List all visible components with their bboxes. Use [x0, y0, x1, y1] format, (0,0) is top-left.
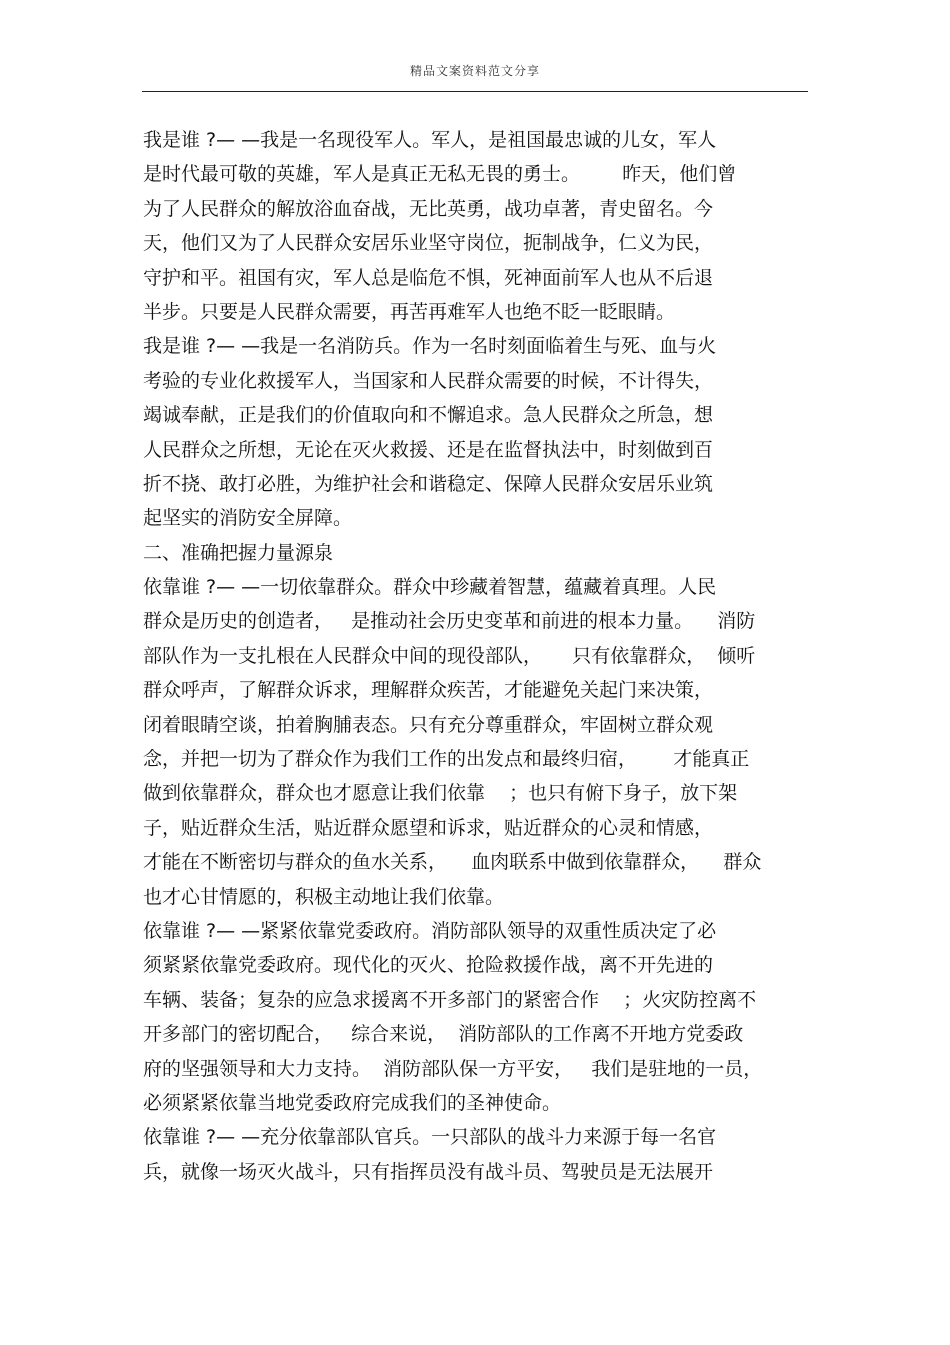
text-line: 天，他们又为了人民群众安居乐业坚守岗位，扼制战争，仁义为民， — [143, 232, 714, 255]
text-line: 人民群众之所想，无论在灭火救援、还是在监督执法中，时刻做到百 — [143, 438, 714, 461]
text-line: 为了人民群众的解放浴血奋战，无比英勇，战功卓著，青史留名。今 — [143, 197, 714, 220]
text-line: 须紧紧依靠党委政府。现代化的灭火、抢险救援作战，离不开先进的 — [143, 954, 714, 977]
text-line: 是时代最可敬的英雄，军人是真正无私无畏的勇士。 昨天，他们曾 — [143, 163, 737, 186]
text-line: 部队作为一支扎根在人民群众中间的现役部队， 只有依靠群众， 倾听 — [143, 644, 756, 667]
text-line: 兵，就像一场灭火战斗，只有指挥员没有战斗员、驾驶员是无法展开 — [143, 1160, 714, 1183]
text-line: 依靠谁 ?— —紧紧依靠党委政府。消防部队领导的双重性质决定了必 — [143, 919, 717, 942]
text-line: 竭诚奉献，正是我们的价值取向和不懈追求。急人民群众之所急，想 — [143, 404, 714, 427]
text-line: 我是谁 ?— —我是一名消防兵。作为一名时刻面临着生与死、血与火 — [143, 335, 717, 358]
text-line: 群众是历史的创造者， 是推动社会历史变革和前进的根本力量。 消防 — [143, 610, 756, 633]
text-line: 必须紧紧依靠当地党委政府完成我们的圣神使命。 — [143, 1091, 562, 1114]
text-line: 才能在不断密切与群众的鱼水关系， 血肉联系中做到依靠群众， 群众 — [143, 851, 762, 874]
text-line: 开多部门的密切配合， 综合来说， 消防部队的工作离不开地方党委政 — [143, 1023, 744, 1046]
text-line: 府的坚强领导和大力支持。 消防部队保一方平安， 我们是驻地的一员， — [143, 1057, 763, 1080]
text-line: 考验的专业化救援军人，当国家和人民群众需要的时候，不计得失， — [143, 369, 714, 392]
text-line: 车辆、装备；复杂的应急求援离不开多部门的紧密合作 ；火灾防控离不 — [143, 988, 757, 1011]
text-line: 子，贴近群众生活，贴近群众愿望和诉求，贴近群众的心灵和情感， — [143, 816, 714, 839]
text-line: 守护和平。祖国有灾，军人总是临危不惧，死神面前军人也从不后退 — [143, 266, 714, 289]
text-line: 折不挠、敢打必胜，为维护社会和谐稳定、保障人民群众安居乐业筑 — [143, 472, 714, 495]
text-line: 念，并把一切为了群众作为我们工作的出发点和最终归宿， 才能真正 — [143, 748, 750, 771]
text-line: 依靠谁 ?— —充分依靠部队官兵。一只部队的战斗力来源于每一名官 — [143, 1126, 717, 1149]
text-line: 也才心甘情愿的，积极主动地让我们依靠。 — [143, 885, 505, 908]
text-line: 依靠谁 ?— —一切依靠群众。群众中珍藏着智慧，蕴藏着真理。人民 — [143, 576, 717, 599]
header-divider — [142, 91, 808, 92]
section-heading: 二、准确把握力量源泉 — [143, 541, 334, 564]
page-header: 精品文案资料范文分享 — [409, 64, 540, 78]
text-line: 群众呼声，了解群众诉求，理解群众疾苦，才能避免关起门来决策， — [143, 679, 714, 702]
text-line: 起坚实的消防安全屏障。 — [143, 507, 353, 530]
text-line: 做到依靠群众，群众也才愿意让我们依靠 ；也只有俯下身子，放下架 — [143, 782, 738, 805]
document-body — [143, 123, 823, 1189]
text-line: 半步。只要是人民群众需要，再苦再难军人也绝不眨一眨眼睛。 — [143, 300, 676, 323]
text-line: 闭着眼睛空谈，拍着胸脯表态。只有充分尊重群众，牢固树立群众观 — [143, 713, 714, 736]
text-line: 我是谁 ?— —我是一名现役军人。军人，是祖国最忠诚的儿女，军人 — [143, 129, 717, 151]
